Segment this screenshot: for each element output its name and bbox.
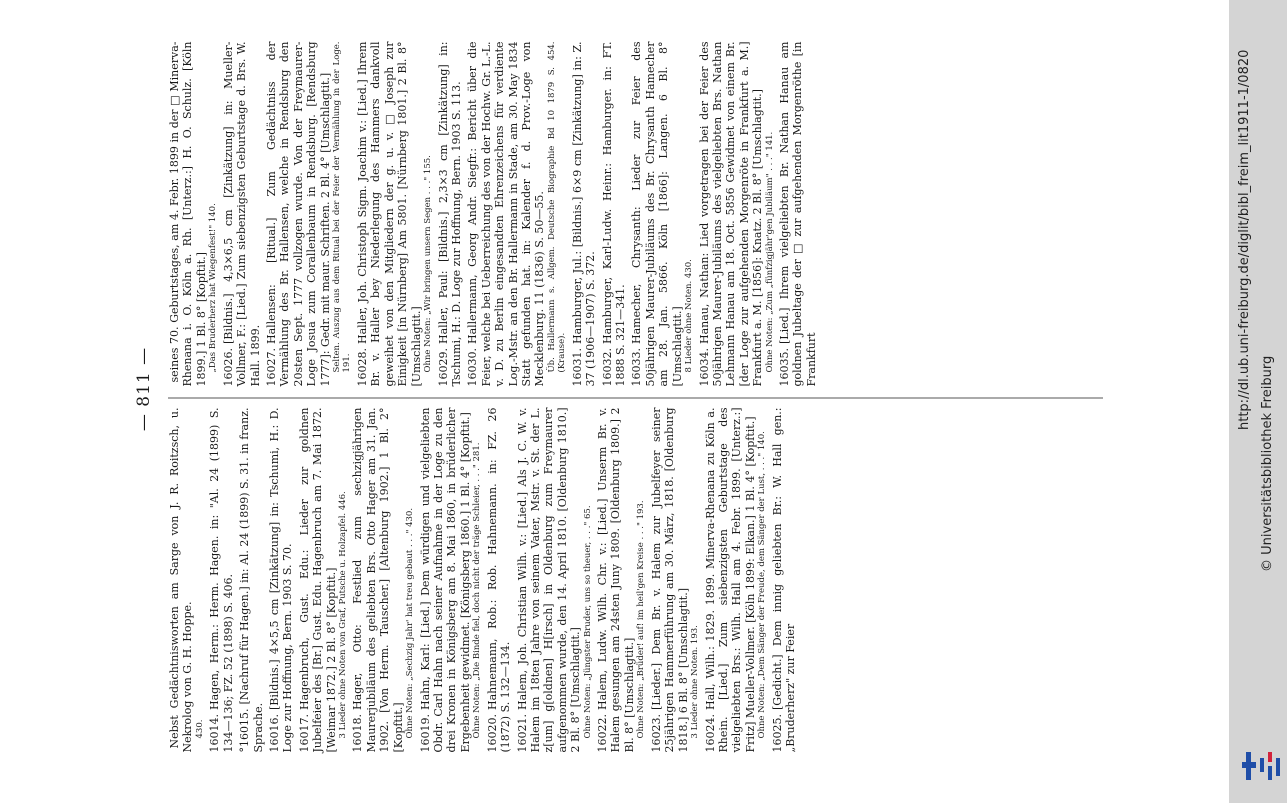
entry-number: 16034.: [697, 348, 711, 387]
right-column: [168, 42, 821, 387]
bibliography-entry: [351, 408, 415, 753]
entry-number: 16033.: [630, 348, 644, 387]
entry-number: 16017.: [297, 714, 311, 753]
bibliography-entry: [265, 42, 353, 387]
entry-number: °16015.: [238, 708, 252, 753]
entry-text: Hanau, Nathan: Lied vorgetragen bei der Feier des 50jährigen Maurer-Jubiläums des vielgeliebten Brs. Nathan Lehmann Hanau am 18. Oct. 5856 Gewidmet von einem Br. [der Loge zur aufgehenden Morgenröte in Frankfurt a. M.] Frankfurt a. M. [1856]: Knatz. 2 Bl. 8° [Umschlagtit.]: [697, 41, 765, 387]
entry-note: 430.: [194, 719, 205, 739]
entry-number: 16023.: [649, 714, 663, 753]
entry-text: Hagen, Herm.: Herm. Hagen. in: "Al. 24 (1899) S. 134—136; FZ. 52 (1898) S. 406.: [208, 407, 235, 753]
bibliography-entry: [516, 408, 594, 753]
bibliography-entry: [356, 42, 434, 387]
library-logo-icon: [1240, 748, 1282, 784]
entry-text: Nebst Gedächtnisworten am Sarge von J. R. Roitzsch, u. Nekrolog von G. H. Hoppe.: [168, 407, 195, 753]
entry-note: 8 Lieder ohne Noten. 430.: [684, 259, 694, 373]
bibliography-entry: [571, 42, 598, 387]
left-column: [168, 408, 800, 753]
entry-number: 16016.: [267, 714, 281, 753]
bibliography-entry: [704, 408, 768, 753]
entry-number: 16029.: [436, 348, 450, 387]
entry-text: [Gedicht.] Dem innig geliebten Br.: W. Hall gen.: „Bruderherz" zur Feier: [770, 407, 798, 753]
entry-number: 16031.: [570, 348, 584, 387]
logo-bar-2: [1246, 752, 1251, 780]
bibliography-entry: [630, 42, 694, 387]
bibliography-entry: [771, 408, 798, 753]
bibliography-entry: [238, 408, 265, 753]
entry-note: Ohne Noten: „Zum „fünfzigjähr'gen Jubiläum" . . ." 141.: [764, 131, 775, 373]
logo-bar-4: [1268, 752, 1272, 762]
entry-number: 16019.: [418, 714, 432, 753]
entry-note: Ohne Noten: „Brüder! auf! im heil'gen Kreise . . ." 193.: [636, 500, 647, 739]
entry-number: 16021.: [515, 714, 529, 753]
bibliography-entry: [437, 42, 464, 387]
entry-text: [Nachruf für Hagen.] in: Al. 24 (1899) S. 31. in franz. Sprache.: [238, 407, 265, 753]
entry-text: seines 70. Geburtstages, am 4. Febr. 1899 in der □ Minerva-Rhenana i. O. Köln a. Rh. [Unterz.:] H. O. Schulz. [Köln 1899.] 1 Bl. 8° [Kopftit.]: [168, 41, 208, 387]
bibliography-entry: [168, 408, 205, 753]
entry-note: Ohne Noten: „Sechzig Jahr' hat treu gebaut . . ." 430.: [405, 507, 416, 739]
bibliography-entry: [222, 42, 262, 387]
entry-number: 16035.: [778, 348, 792, 387]
entry-number: 16032.: [600, 348, 614, 387]
entry-note: Selten. Auszug aus dem Ritual bei der Feier der Vermählung in der Loge. 191.: [331, 41, 353, 373]
logo-bar-5: [1268, 766, 1272, 780]
bibliography-entry: [208, 408, 235, 753]
entry-text: Hallensen: [Ritual.] Zum Gedächtniss der Vermählung des Br. Hallensen, welche in Rendsburg den 20sten Sept. 1777 vollzogen wurde. Von der Freymaurer-Loge Josua zum Corallenbaum in Rendsburg. [Rendsburg 1777]: Gedr. mit maur. Schriften. 2 Bl. 4° [Umschlagtit.]: [264, 41, 332, 387]
entry-number: 16020.: [485, 714, 499, 753]
bibliography-entry: [168, 42, 219, 387]
entry-text: [Lied.] Ihrem vielgeliebten Br. Nathan Hanau am goldnen Jubeltage der □ zur aufgehenden Morgenröthe [in Frankfurt: [778, 41, 818, 387]
entry-note: Ohne Noten: „Jüngster Bruder, uns so theuer, . . ." 65.: [582, 505, 593, 739]
entry-number: 16025.: [770, 714, 784, 753]
entry-note: Ohne Noten: „Dem Sänger der Freude, dem Sänger der Lust, . . ." 140.: [757, 431, 768, 739]
entry-text: Hager, Otto: Festlied zum sechzigjährigen Maurerjubiläum des geliebten Brs. Otto Hager am 31. Jan. 1902. [Von Herm. Tauscher.] [Altenburg 1902.] 1 Bl. 2° [Kopftit.]: [351, 407, 405, 753]
bibliography-entry: [268, 408, 295, 753]
page-number: — 811 —: [134, 346, 154, 432]
entry-text: Haller, Paul: [Bildnis.] 2,3×3 cm [Zinkätzung] in: Tschumi, H.: D. Loge zur Hoffnung, Bern. 1903 S. 113.: [436, 41, 463, 387]
entry-note: Üb. Hallermann s. Allgem. Deutsche Biographie Bd 10 1879 S. 454. (Krause).: [546, 41, 568, 373]
entry-text: Hamburger, Jul.: [Bildnis.] 6×9 cm [Zinkätzung] in: Z. 37 (1906—1907) S. 372.: [570, 41, 598, 387]
entry-text: Hahnemann, Rob.: Rob. Hahnemann. in: FZ. 26 (1872) S. 132—134.: [485, 407, 513, 753]
entry-text: Hall, Wilh.: 1829. 1899. Minerva-Rhenana zu Köln a. Rhein. [Lied.] Zum siebenzigsten Geburtstage des vielgeliebten Brs.: Wilh. Hall am 4. Febr. 1899. [Unterz.:] Fritz] Mueller-Vollmer. [Köln 1899: Elkan.] 1 Bl. 4° [Kopftit.]: [703, 407, 757, 753]
entry-text: Halem, Ludw. Wilh. Chr. v.: [Lied.] Unserm Br. v. Halem gesungen am 24sten Juny 1809. [Oldenburg 1809.] 2 Bl. 8° [Umschlagtit.]: [596, 407, 636, 753]
bibliography-entry: [466, 42, 567, 387]
bibliography-entry: [596, 408, 647, 753]
entry-note: 3 Lieder ohne Noten von Graf, Putsche u. Holzapfel. 446.: [337, 491, 348, 739]
bibliography-entry: [486, 408, 513, 753]
logo-bar-6: [1276, 758, 1280, 776]
entry-note: 3 Lieder ohne Noten. 193.: [690, 625, 700, 739]
bibliography-entry: [778, 42, 818, 387]
entry-text: Halem, Joh. Christian Wilh. v.: [Lied.] Als J. C. W. v. Halem im 18ten Jahre von seinem Vater, Mstr. v. St. der L. z[um] g[oldnen] H[irsch] in Oldenburg zum Freymaurer aufgenommen wurde, den 14. April 1810. [Oldenburg 1810.] 2 Bl. 8° [Umschlagtit.]: [515, 407, 583, 753]
entry-number: 16026.: [221, 348, 235, 387]
entry-text: Hamburger, Karl-Ludw. Heinr.: Hamburger. in: FT. 1888 S. 321—341.: [600, 41, 627, 387]
entry-note: Ohne Noten: „Die Binde fiel, doch nicht der träge Schleier, . . ." 281.: [472, 442, 483, 739]
entry-text: Hallermann, Georg Andr. Siegfr.: Bericht über die Feier, welche bei Ueberreichung des von der Hochw. Gr. L.-L. v. D. zu Berlin eingesandten Ehrenzeichens für verdiente Log.-Mstr. an den Br. Hallermann in Stade, am 30. May 1834 Statt gefunden hat. in: Kalender f. d. Prov.-Loge von Mecklenburg. 11 (1836) S. 50—55.: [466, 41, 547, 387]
entry-text: Hahn, Karl: [Lied.] Dem würdigen und vielgeliebten Obdr. Carl Hahn nach seiner Aufnahme in der Loge zu den drei Kronen in Königsberg am 8. Mai 1860, in brüderlicher Ergebenheit gewidmet. [Königsberg 1860.] 1 Bl. 4° [Kopftit.]: [418, 407, 472, 753]
entry-text: Hamecher, Chrysanth: Lieder zur Feier des 50jährigen Maurer-Jubiläums des Br. Chrysanth Hamecher am 28. Jan. 5866. Köln [1866]: Langen. 6 Bl. 8° [Umschlagtit.]: [630, 41, 684, 387]
source-url[interactable]: http://dl.ub.uni-freiburg.de/diglit/bibl_freim_lit1911-1/0820: [1237, 49, 1252, 430]
entry-number: 16027.: [264, 348, 278, 387]
scanned-page: [108, 0, 1148, 787]
entry-note: „Das Bruderherz hat Wiegenfest!" 140.: [208, 203, 219, 373]
entry-text: [Bildnis.] 4,3×6,5 cm [Zinkätzung] in: Mueller-Vollmer, F.: [Lied.] Zum siebenzigsten Geburtstage d. Brs. W. Hall. 1899.: [221, 41, 262, 387]
entry-text: [Lieder.] Dem Br. v. Halem zur Jubelfeyer seiner 25jährigen Hammerführung am 30. März, 1818. [Oldenburg 1818.] 6 Bl. 8° [Umschlagtit.]: [649, 407, 690, 753]
entry-number: 16028.: [355, 348, 369, 387]
bibliography-entry: [601, 42, 628, 387]
entry-text: [Bildnis.] 4×5,5 cm [Zinkätzung] in: Tschumi, H.: D. Loge zur Hoffnung, Bern. 1903 S. 70.: [267, 407, 295, 753]
bibliography-entry: [419, 408, 483, 753]
copyright-notice: © Universitätsbibliothek Freiburg: [1260, 355, 1275, 572]
entry-text: Hagenbruch, Gust. Edu.: Lieder zur goldnen Jubelfeier des [Br.] Gust. Edu. Hagenbruch am 7. Mai 1872. [Weimar 1872.] 2 Bl. 8° [Kopftit.]: [297, 407, 338, 753]
bibliography-entry: [650, 408, 701, 753]
entry-text: Haller, Joh. Christoph Sigm. Joachim v.: [Lied.] Ihrem Br. v. Haller bey Niederlegung des Hammers dankvoll geweihet von den Mitgliedern der g. u. v. □ Joseph zur Einigkeit [in Nürnberg] Am 5801. [Nürnberg 1801.] 2 Bl. 8° [Umschlagtit.]: [355, 41, 423, 387]
bibliography-entry: [298, 408, 349, 753]
entry-number: 16014.: [208, 714, 222, 753]
entry-number: 16024.: [703, 714, 717, 753]
entry-number: 16018.: [351, 714, 365, 753]
column-divider: [168, 398, 1103, 399]
logo-bar-3: [1260, 758, 1264, 772]
entry-number: 16022.: [596, 714, 610, 753]
entry-number: 16030.: [466, 348, 480, 387]
entry-note: Ohne Noten: „Wir bringen unsern Segen . . ." 155.: [423, 155, 433, 373]
bibliography-entry: [698, 42, 776, 387]
